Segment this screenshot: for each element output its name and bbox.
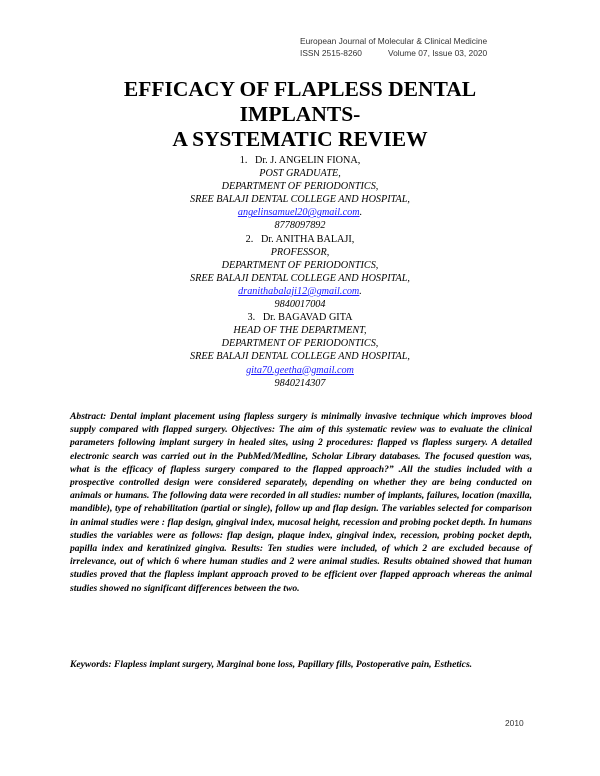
author-3-college: SREE BALAJI DENTAL COLLEGE AND HOSPITAL, [190,351,410,363]
author-3-phone: 9840214307 [274,377,326,389]
issn: ISSN 2515-8260 [300,48,362,58]
author-1-email-line [100,206,500,219]
author-1-department: DEPARTMENT OF PERIODONTICS, [221,181,379,193]
author-1-name-line [100,154,500,167]
paper-title [40,77,560,152]
abstract: Abstract: Dental implant placement using flapless surgery is minimally invasive technique which improves blood supply compared with flapped surgery. Objectives: The aim of this systematic review was to evaluate the clinical parameters following implant surgery in healed sites, using 2 procedures: flapped vs flapless surgery. A detailed electronic search was carried out in the PubMed/Medline, Scholar Library databases. The focused question was, what is the efficacy of flapless surgery compared to the flapped approach?” .All the studies included with a prospective controlled design were considered separately, depending on whether they are being conducted on animals or humans. The following data were recorded in all studies: number of implants, failures, location (maxilla, mandible), type of rehabilitation (partial or single), follow up and flap design. The variables selected for comparison in animal studies were : flap design, gingival index, mucosal height, recession and probing pocket depth. In humans studies the variables were as follows: flap design, plaque index, gingival index, recession, probing pocket depth, papilla index and keratinized gingiva. Results: Ten studies were included, of which 2 are excluded because of irrelevance, out of which 6 where human studies and 2 were animal studies. Results obtained showed that human studies proved that the flapless implant approach proved to be efficient over flapped approach whereas the animal studies showed no significant differences between the two. [70,411,532,594]
author-2-department: DEPARTMENT OF PERIODONTICS, [221,259,379,271]
author-3-email-link[interactable]: gita70.geetha@gmail.com [246,364,354,376]
author-1-college: SREE BALAJI DENTAL COLLEGE AND HOSPITAL, [190,194,410,206]
author-2-designation: PROFESSOR, [270,246,330,258]
author-3-name-line [100,311,500,324]
author-1-email-link[interactable]: angelinsamuel20@gmail.com [237,207,360,219]
title-line-3: A SYSTEMATIC REVIEW [172,127,428,151]
author-3-email-line [100,364,500,377]
author-1-number: 1. [239,155,248,166]
author-1-name: Dr. J. ANGELIN FIONA, [255,155,361,166]
author-1-designation: POST GRADUATE, [259,168,341,180]
author-2-name-line [100,233,500,246]
author-list [100,154,500,390]
page-number: 2010 [505,718,524,728]
author-2-email-line [100,285,500,298]
volume-issue: Volume 07, Issue 03, 2020 [388,48,488,58]
author-2-name: Dr. ANITHA BALAJI, [260,233,355,245]
author-3-designation: HEAD OF THE DEPARTMENT, [233,325,367,337]
author-3-name: Dr. BAGAVAD GITA [262,312,353,324]
title-line-2: IMPLANTS- [239,102,361,126]
keywords: Keywords: Flapless implant surgery, Marginal bone loss, Papillary fills, Postoperative pain, Esthetics. [70,659,473,670]
author-3-number: 3. [247,312,256,324]
title-line-1: EFFICACY OF FLAPLESS DENTAL [123,77,477,101]
author-2-number: 2. [245,233,254,245]
author-2-email-suffix: . [359,285,362,297]
journal-name: European Journal of Molecular & Clinical Medicine [300,36,488,46]
author-2-college: SREE BALAJI DENTAL COLLEGE AND HOSPITAL, [190,272,410,284]
author-3-department: DEPARTMENT OF PERIODONTICS, [221,338,379,350]
author-1-email-suffix: . [359,207,363,219]
author-2-phone: 9840017004 [274,299,326,311]
author-2-email-link[interactable]: dranithabalaji12@gmail.com [238,285,360,297]
journal-header [300,35,560,59]
journal-meta-row [300,47,560,59]
author-1-phone: 8778097892 [274,220,326,232]
